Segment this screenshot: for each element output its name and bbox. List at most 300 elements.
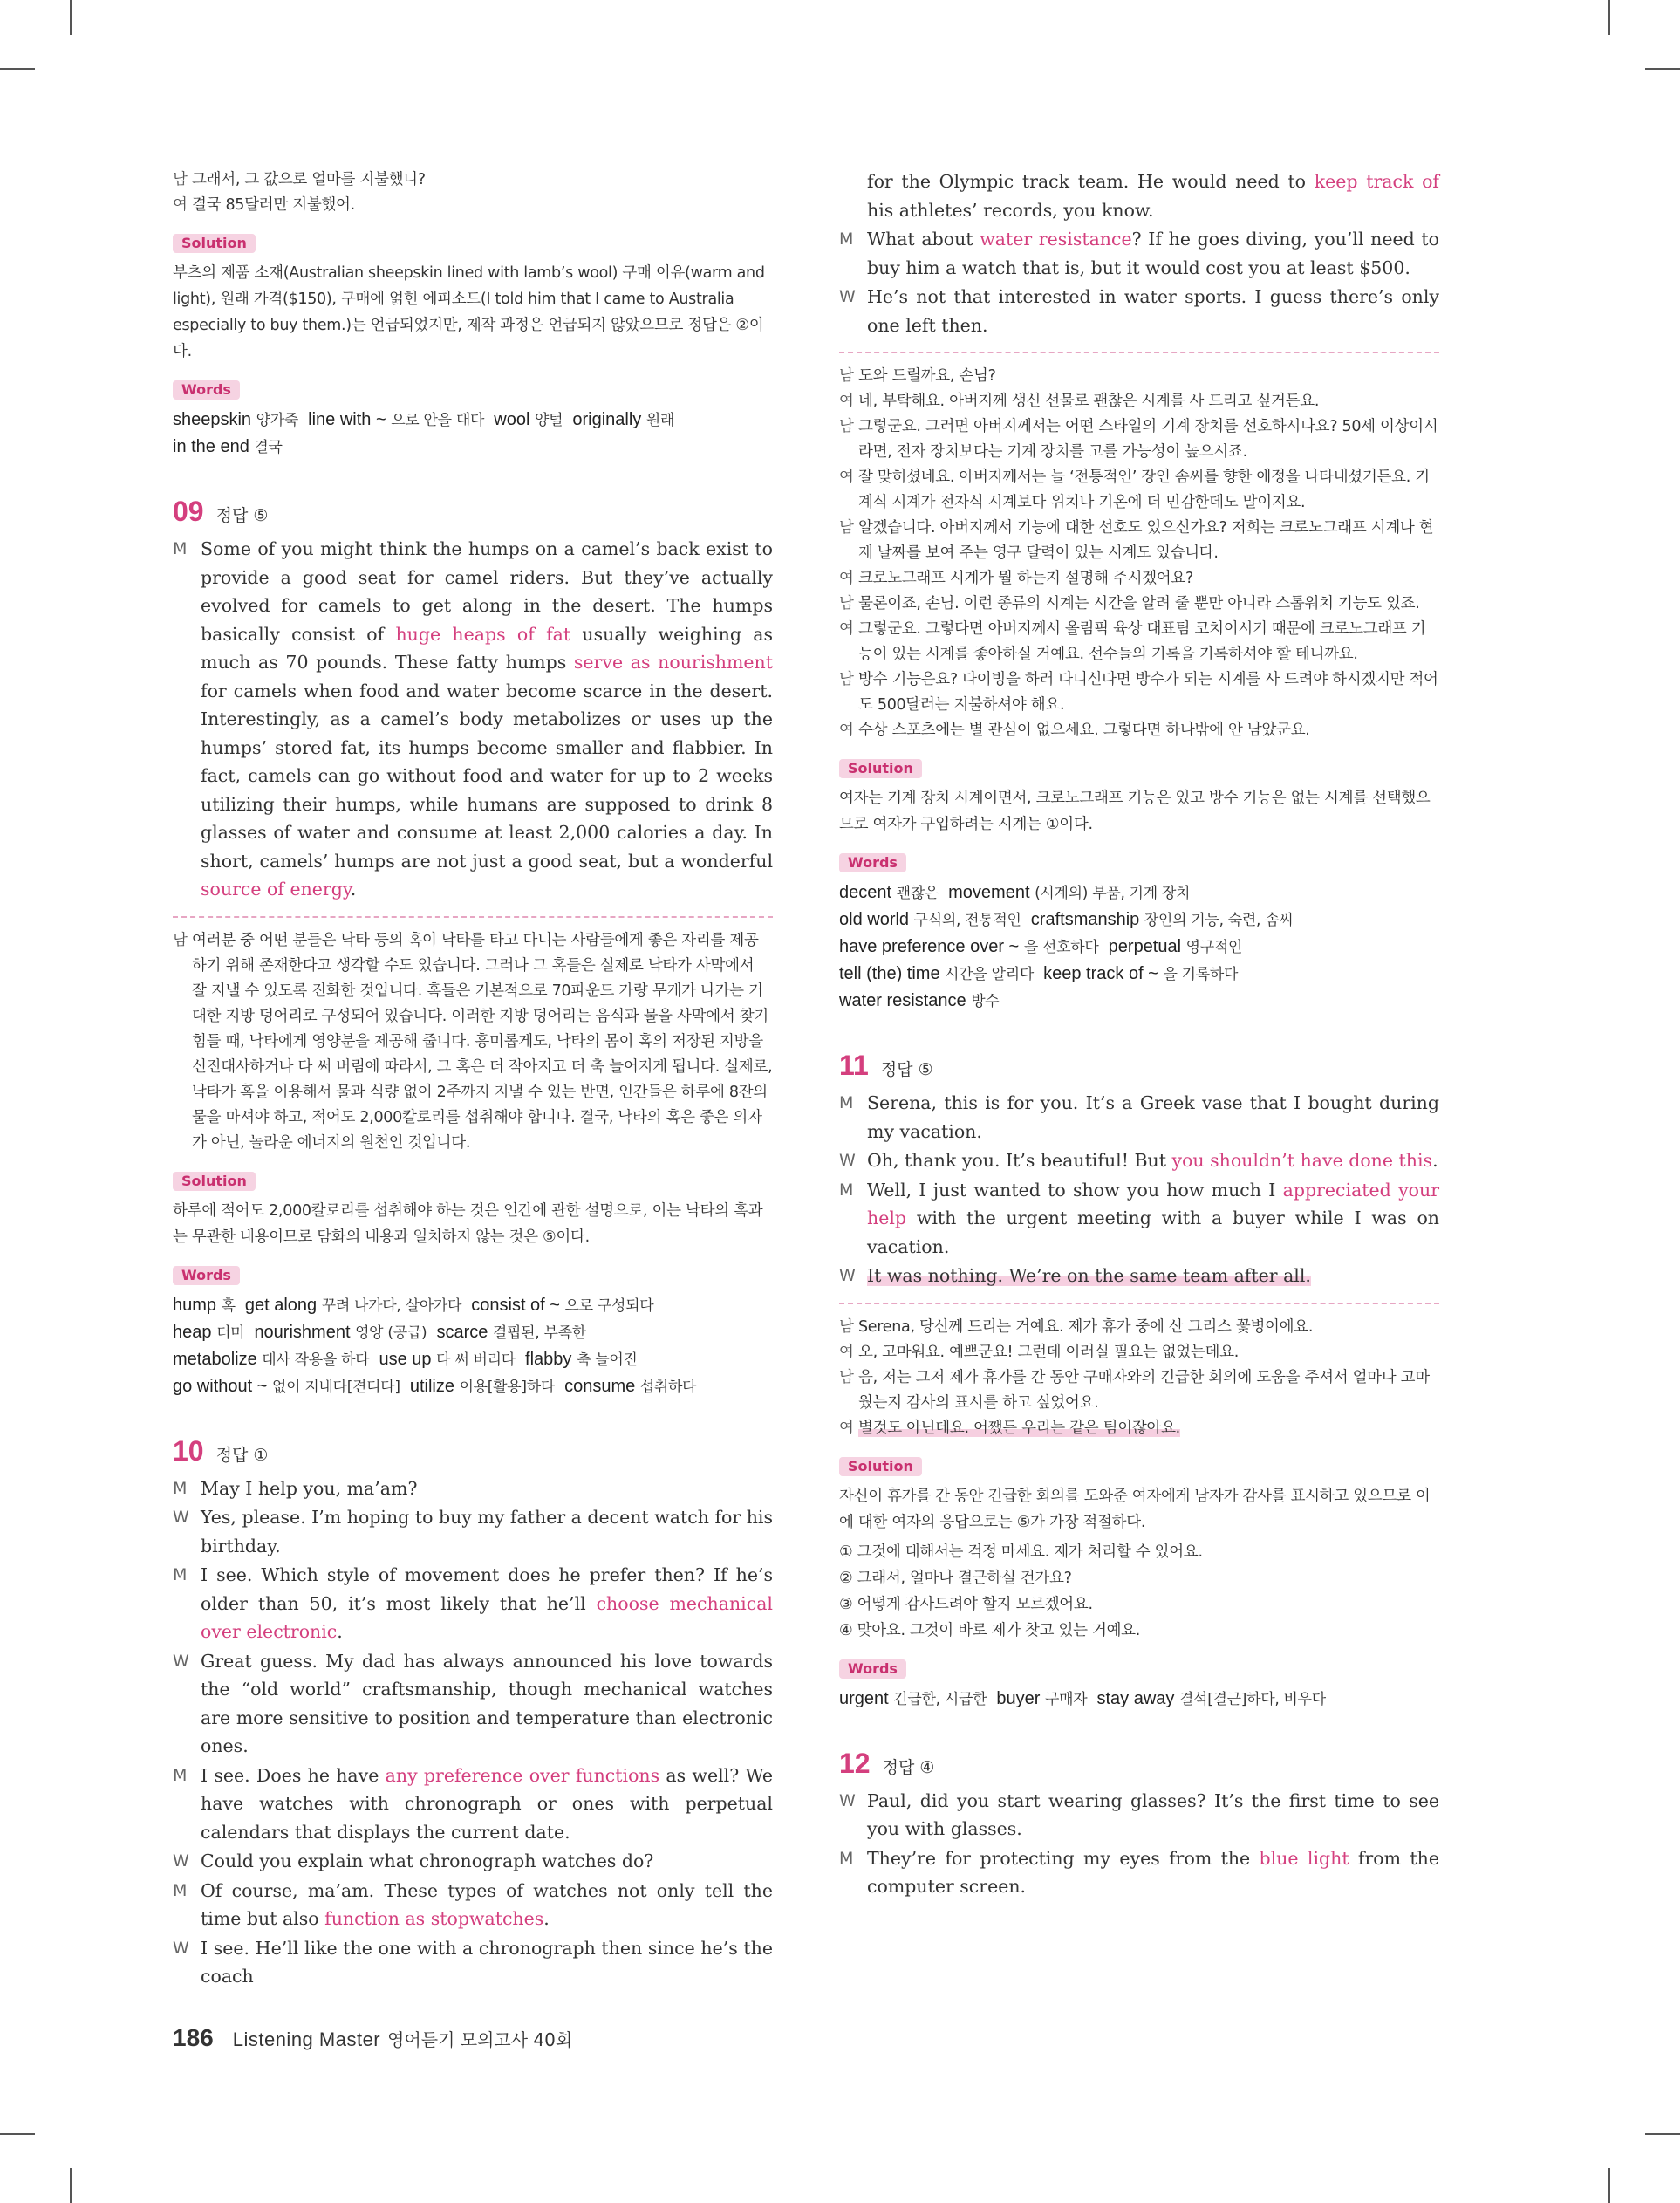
kr-text: 별것도 아닌데요. 어쨌든 우리는 같은 팀이잖아요. [858,1419,1180,1437]
text-run: usually weighing as much as 70 pounds. These fatty humps [201,623,774,673]
word-item [572,410,674,429]
kr-text: 여러분 중 어떤 분들은 낙타 등의 혹이 낙타를 타고 다니는 사람들에게 좋은 자리를 제공하기 위해 존재한다고 생각할 수도 있습니다. 그러나 그 혹들은 실제로 낙타가 사막에서 잘 지낼 수 있도록 진화한 것입니다. 혹들은 기본적으로 70파운드 가량 무게가 나가는 거대한 지방 덩어리로 구성되어 있습니다. 이러한 지방 덩어리는 음식과 물을 사막에서 찾기 힘들 때, 낙타에게 영양분을 제공해 줍니다. 흥미롭게도, 낙타의 몸이 혹의 저장된 지방을 신진대사하거나 다 써 버림에 따라서, 그 혹은 더 작아지고 더 축 늘어지게 됩니다. 실제로, 낙타가 혹을 이용해서 물과 식량 없이 2주까지 지낼 수 있는 반면, 인간들은 하루에 8잔의 물을 마셔야 하고, 적어도 2,000칼로리를 섭취해야 합니다. 결국, 낙타의 혹은 좋은 의자가 아닌, 놀라운 에너지의 원천인 것입니다. [192,931,773,1152]
answer-label: 정답 ① [215,1445,269,1465]
text-run: Yes, please. I’m hoping to buy my father a decent watch for his birthday. [201,1507,773,1556]
word-kr: 결핍된, 부족한 [492,1324,586,1342]
book-title: Listening Master [232,2029,381,2050]
speaker-label: M [173,1880,188,1900]
word-en: in the end [173,437,249,456]
dialogue-text [201,538,773,900]
word-kr: 양털 [534,412,563,429]
word-en: originally [572,410,642,429]
kr-text: 알겠습니다. 아버지께서 기능에 대한 선호도 있으신가요? 저희는 크로노그래프 시계나 현재 날짜를 보여 주는 영구 달력이 있는 시계도 있습니다. [858,519,1434,562]
q11-kr-translation [839,1315,1439,1441]
word-en: heap [173,1322,212,1342]
speaker-label: M [839,1093,854,1112]
speaker-label: 여 [839,620,854,638]
word-en: craftsmanship [1030,910,1140,929]
speaker-label: 여 [839,570,854,587]
dialogue-text [201,1765,773,1843]
word-kr: 이용[활용]하다 [459,1378,555,1396]
text-run: I see. He’ll like the one with a chronograph then since he’s the coach [201,1937,773,1987]
solution-tag: Solution [173,1172,256,1191]
crop-mark [0,68,35,70]
word-row [173,434,773,461]
word-item [436,1323,585,1342]
book-subtitle: 영어듣기 모의고사 40회 [387,2029,573,2050]
word-kr: 을 기록하다 [1163,966,1239,983]
dialogue-line [173,1503,773,1560]
word-kr: 장인의 기능, 숙련, 솜씨 [1144,912,1294,929]
word-kr: 없이 지내다[견디다] [271,1378,400,1396]
speaker-label: W [839,1790,856,1810]
word-kr: 대사 작용을 하다 [262,1351,370,1369]
solution-tag: Solution [173,234,256,253]
word-kr: 구매자 [1044,1690,1088,1708]
word-item [173,437,283,456]
word-en: wool [494,410,530,429]
word-en: use up [379,1349,432,1369]
word-en: keep track of ~ [1043,964,1158,983]
kr-line [839,364,1439,389]
text-run: for the Olympic track team. He would need to [867,171,1315,192]
word-kr: 축 늘어진 [576,1351,638,1369]
dialogue-line [839,1787,1439,1844]
dialogue-line [839,1146,1439,1175]
answer-label: 정답 ④ [882,1757,935,1777]
word-en: tell (the) time [839,964,940,983]
highlighted-phrase: keep track of [1314,171,1439,192]
word-kr: (시계의) 부품, 기계 장치 [1035,885,1191,902]
dialogue-text [867,1150,1438,1171]
q10-words [839,879,1439,1015]
highlighted-phrase: source of energy [201,879,351,900]
word-row [839,988,1439,1015]
word-item [525,1350,638,1369]
question-number: 09 [173,496,204,527]
question-12-header [839,1748,1439,1780]
word-item [839,991,999,1010]
dialogue-line [173,1847,773,1876]
words-tag: Words [173,380,240,400]
word-kr: 결석[결근]하다, 비우다 [1178,1690,1326,1708]
kr-line [173,168,773,193]
word-item [996,1689,1087,1708]
dialogue-text [867,229,1439,278]
kr-text: 잘 맞히셨네요. 아버지께서는 늘 ‘전통적인’ 장인 솜씨를 향한 애정을 나타내셨거든요. 기계식 시계가 전자식 시계보다 위치나 기온에 더 민감한데도 말이지요. [858,469,1430,511]
speaker-label: W [173,1938,189,1958]
word-kr: 더미 [216,1324,245,1342]
word-item [564,1377,696,1396]
speaker-label: 여 [839,393,854,410]
dialogue-text [201,1851,653,1871]
solution-tag: Solution [839,1457,922,1476]
intro-kr-dialogue [173,168,773,218]
word-kr: 방수 [971,993,1000,1010]
dialogue-text [201,1880,773,1930]
text-run: Well, I just wanted to show you how much I [867,1179,1283,1201]
text-run: I see. Does he have [201,1764,386,1786]
speaker-label: M [839,1180,854,1200]
speaker-label: M [173,1565,188,1584]
word-en: scarce [436,1322,488,1342]
kr-line [839,1315,1439,1340]
word-row [173,407,773,434]
kr-line [839,516,1439,566]
speaker-label: W [173,1651,189,1671]
dashed-divider [173,916,773,918]
word-kr: 다 써 버리다 [436,1351,516,1369]
word-row [173,1373,773,1400]
q10-solution-text: 여자는 기계 장치 시계이면서, 크로노그래프 기능은 있고 방수 기능은 없는 시계를 선택했으므로 여자가 구입하려는 시계는 ①이다. [839,790,1431,833]
kr-line [839,414,1439,465]
text-run: his athletes’ records, you know. [867,199,1154,221]
speaker-label: M [173,1765,188,1785]
speaker-label: W [839,1266,856,1285]
solution-tag: Solution [839,759,922,778]
text-run: ? If he goes diving, you’ll need to buy him a watch that is, but it would cost you at least $500. [867,229,1440,278]
speaker-label: 여 [173,196,188,214]
kr-line [839,1416,1439,1441]
intro-solution-text: 부츠의 제품 소재(Australian sheepskin lined with lamb’s wool) 구매 이유(warm and light), 원래 가격($150), 구매에 얽힌 에피소드(I told him that I came to Australia especially to buy them.)는 언급되었지만, 제작 과정은 언급되지 않았으므로 정답은 ②이다. [173,264,765,360]
question-09-header [173,496,773,528]
word-en: urgent [839,1688,889,1708]
kr-line [839,1340,1439,1365]
crop-mark [70,2168,72,2203]
dialogue-line [839,225,1439,282]
text-run: . [543,1908,550,1929]
dialogue-line [173,1762,773,1847]
word-item [839,1689,987,1708]
dialogue-line [839,1176,1439,1262]
q09-monologue [173,535,773,904]
dashed-divider [839,352,1439,353]
word-en: decent [839,883,892,902]
word-kr: 결국 [254,439,283,456]
text-run: May I help you, ma’am? [201,1477,418,1499]
intro-words [173,407,773,461]
highlighted-phrase: blue light [1259,1847,1349,1869]
dialogue-text [201,1507,773,1556]
dialogue-text [201,1564,773,1642]
speaker-label: 남 [839,1317,854,1336]
crop-mark [1645,2133,1680,2135]
word-en: consist of ~ [471,1295,560,1315]
word-row [839,961,1439,988]
speaker-label: 남 [839,595,854,612]
words-tag: Words [839,853,906,872]
word-row [839,907,1439,934]
speaker-label: M [839,1848,854,1868]
word-item [839,937,1099,956]
word-item [379,1350,515,1369]
text-run: They’re for protecting my eyes from the [867,1847,1260,1869]
word-kr: 구식의, 전통적인 [913,912,1021,929]
text-run: from the computer screen. [867,1847,1440,1897]
word-en: water resistance [839,991,966,1010]
q10-dialogue-continued [839,168,1439,339]
text-run: Paul, did you start wearing glasses? It’s the first time to see you with glasses. [867,1789,1439,1839]
answer-option: ① 그것에 대해서는 걱정 마세요. 제가 처리할 수 있어요. [839,1543,1203,1561]
word-item [1109,937,1242,956]
kr-text: 물론이죠, 손님. 이런 종류의 시계는 시간을 알려 줄 뿐만 아니라 스톱워치 기능도 있죠. [858,595,1420,612]
right-column [839,168,1439,1902]
text-run: as well? We have watches with chronograph or ones with perpetual calendars that displays the current date. [201,1764,774,1843]
word-kr: 양가죽 [256,412,298,429]
word-en: line with ~ [308,410,386,429]
dialogue-text [867,286,1439,336]
word-kr: 으로 안을 대다 [391,412,485,429]
word-row [839,934,1439,961]
kr-text: 그렇군요. 그러면 아버지께서는 어떤 스타일의 기계 장치를 선호하시나요? 50세 이상이시라면, 전자 장치보다는 기계 장치를 고를 가능성이 높으시죠. [858,418,1438,461]
answer-label: 정답 ⑤ [880,1060,933,1079]
dialogue-line [839,1089,1439,1146]
word-en: flabby [525,1349,572,1369]
speaker-label: W [173,1851,189,1871]
word-item [839,964,1034,983]
word-en: get along [244,1295,318,1315]
word-en: old world [839,910,910,929]
answer-option: ③ 어떻게 감사드려야 할지 모르겠어요. [839,1595,1093,1613]
dialogue-text [867,1848,1439,1898]
answer-label: 정답 ⑤ [215,506,269,525]
text-run: . [1432,1150,1438,1171]
kr-line [839,617,1439,667]
kr-line [173,928,773,1156]
crop-mark [1608,0,1610,35]
word-item [173,410,298,429]
word-kr: 시간을 알리다 [945,966,1034,983]
word-kr: 꾸려 나가다, 살아가다 [321,1296,462,1315]
highlighted-phrase: serve as nourishment [573,652,773,673]
word-en: movement [948,883,1030,902]
speaker-label: M [173,539,188,558]
crop-mark [1608,2168,1610,2203]
highlighted-phrase: you shouldn’t have done this [1171,1150,1433,1171]
answer-option: ② 그래서, 얼마나 결근하실 건가요? [839,1569,1072,1587]
speaker-label: M [173,1478,188,1498]
text-run: I see. Which style of movement does he prefer then? If he’s older than 50, it’s most likely that he’ll [201,1564,773,1614]
text-run: with the urgent meeting with a buyer while I was on vacation. [867,1208,1439,1257]
dialogue-line [173,535,773,904]
crop-mark [1645,68,1680,70]
kr-line [839,465,1439,516]
word-item [173,1296,236,1315]
kr-text: 도와 드릴까요, 손님? [858,367,996,385]
kr-line [839,389,1439,414]
text-run: Great guess. My dad has always announced his love towards the “old world” craftsmanship, though mechanical watches are more sensitive to position and temperature than electronic ones. [201,1650,773,1756]
text-run: . [337,1621,343,1642]
word-item [839,883,939,902]
text-run: Some of you might think the humps on a camel’s back exist to provide a good seat for camel riders. But they’ve actually evolved for camels to get along in the desert. The humps basically consist of [201,538,773,645]
word-en: utilize [409,1376,454,1396]
word-en: buyer [996,1688,1041,1708]
text-run: He’s not that interested in water sports. I guess there’s only one left then. [867,286,1439,336]
words-tag: Words [173,1266,240,1285]
word-en: have preference over ~ [839,937,1020,956]
word-item [471,1296,653,1315]
speaker-label: W [839,1151,856,1170]
dialogue-line [173,1474,773,1503]
word-en: nourishment [254,1322,351,1342]
word-en: consume [564,1376,636,1396]
word-item [1096,1689,1325,1708]
q09-solution-text: 하루에 적어도 2,000칼로리를 섭취해야 하는 것은 인간에 관한 설명으로, 이는 낙타의 혹과는 무관한 내용이므로 담화의 내용과 일치하지 않는 것은 ⑤이다. [173,1201,763,1246]
highlighted-phrase: appreciated your help [867,1179,1439,1228]
word-kr: 으로 구성되다 [564,1296,654,1315]
word-kr: 영구적인 [1185,939,1243,956]
dialogue-line [839,283,1439,339]
word-item [173,1323,244,1342]
word-item [410,1377,555,1396]
text-run: Serena, this is for you. It’s a Greek vase that I bought during my vacation. [867,1092,1439,1142]
words-tag: Words [839,1659,906,1679]
q10-kr-translation [839,364,1439,743]
page-footer [173,2024,572,2052]
word-row [173,1292,773,1319]
dashed-divider [839,1303,1439,1304]
q11-options [839,1539,1439,1644]
dialogue-text [867,1180,1439,1257]
dialogue-line [839,1844,1439,1901]
q11-dialogue [839,1089,1439,1290]
text-run: What about [867,229,980,250]
highlighted-phrase: water resistance [980,229,1132,250]
speaker-label: M [839,229,854,249]
word-item [308,410,484,429]
text-run: Of course, ma’am. These types of watches not only tell the time but also [201,1879,773,1929]
text-run: for camels when food and water become scarce in the desert. Interestingly, as a camel’s body metabolizes or uses up the humps’ stored fat, its humps become smaller and flabbier. In fact, camels can go without food and water for up to 2 weeks utilizing their humps, while humans are supposed to drink 8 glasses of water and consume at least 2,000 calories a day. In short, camels’ humps are not just a good seat, but a wonderful [201,680,773,872]
speaker-label: 여 [839,469,854,486]
word-en: perpetual [1108,937,1182,956]
left-column [173,168,773,1992]
kr-line [173,193,773,218]
kr-line [839,592,1439,617]
speaker-label: 남 [173,931,188,949]
kr-line [839,1365,1439,1416]
question-10-header [173,1435,773,1468]
question-number: 10 [173,1434,204,1467]
kr-text: 그렇군요. 그렇다면 아버지께서 올림픽 육상 대표팀 코치이시기 때문에 크로노그래프 기능이 있는 시계를 좋아하실 거예요. 선수들의 기록을 기록하셔야 할 테니까요. [858,620,1426,663]
word-en: hump [173,1295,217,1315]
answer-option: ④ 맞아요. 그것이 바로 제가 찾고 있는 거예요. [839,1621,1141,1639]
dialogue-line [173,1934,773,1991]
speaker-label: 남 [839,418,854,435]
q10-dialogue [173,1474,773,1991]
dialogue-text [201,1651,773,1757]
dialogue-text [867,1790,1439,1840]
highlighted-phrase: choose mechanical over electronic [201,1592,773,1642]
word-item [1031,910,1294,929]
kr-text: 네, 부탁해요. 아버지께 생신 선물로 괜찮은 시계를 사 드리고 싶거든요. [858,393,1320,410]
word-en: stay away [1096,1688,1175,1708]
word-item [1043,964,1238,983]
kr-text: 음, 저는 그저 제가 휴가를 간 동안 구매자와의 긴급한 회의에 도움을 주셔서 얼마나 고마웠는지 감사의 표시를 하고 싶었어요. [858,1368,1430,1412]
q11-words [839,1686,1439,1713]
kr-text: 결국 85달러만 지불했어. [192,196,355,214]
kr-text: 그래서, 그 값으로 얼마를 지불했니? [192,171,426,188]
dialogue-text [867,1092,1439,1142]
text-run: Oh, thank you. It’s beautiful! But [867,1150,1172,1171]
kr-text: 오, 고마워요. 예쁘군요! 그런데 이러실 필요는 없었는데요. [858,1343,1239,1361]
word-kr: 영양 (공급) [355,1324,427,1342]
speaker-label: 남 [839,671,854,688]
question-11-header [839,1050,1439,1082]
dialogue-line [173,1561,773,1646]
word-kr: 괜찮은 [896,885,939,902]
speaker-label: 남 [839,1368,854,1386]
word-item [173,1377,400,1396]
speaker-label: 남 [839,519,854,537]
speaker-label: W [839,287,856,306]
text-run: . [350,879,357,900]
speaker-label: 여 [839,1419,854,1437]
kr-text: 크로노그래프 시계가 뭘 하는지 설명해 주시겠어요? [858,570,1194,587]
word-row [839,1686,1439,1713]
page-number: 186 [173,2024,214,2051]
dialogue-text [867,171,1439,221]
word-item [494,410,563,429]
q09-kr-translation [173,928,773,1156]
word-row [173,1346,773,1373]
dialogue-line [839,168,1439,224]
question-number: 11 [839,1050,869,1081]
kr-line [839,566,1439,592]
dialogue-text [867,1265,1311,1286]
speaker-label: 남 [173,171,188,188]
word-item [254,1323,427,1342]
word-kr: 을 선호하다 [1023,939,1099,956]
word-en: metabolize [173,1349,257,1369]
q12-dialogue [839,1787,1439,1901]
q09-words [173,1292,773,1400]
kr-text: 방수 기능은요? 다이빙을 하러 다니신다면 방수가 되는 시계를 사 드려야 하시겠지만 적어도 500달러는 지불하셔야 해요. [858,671,1438,714]
crop-mark [70,0,72,35]
highlighted-phrase: any preference over functions [385,1764,660,1786]
dialogue-line [839,1262,1439,1290]
kr-line [839,718,1439,743]
kr-text: 수상 스포츠에는 별 관심이 없으세요. 그렇다면 하나밖에 안 남았군요. [858,722,1310,739]
dialogue-line [173,1877,773,1933]
word-kr: 긴급한, 시급한 [893,1690,987,1708]
highlighted-phrase: huge heaps of fat [395,623,571,645]
dialogue-line [173,1647,773,1761]
question-number: 12 [839,1747,871,1779]
speaker-label: W [173,1508,189,1527]
word-kr: 원래 [645,412,675,429]
dialogue-text [201,1478,417,1499]
crop-mark [0,2133,35,2135]
word-item [173,1350,369,1369]
highlighted-phrase: function as stopwatches [324,1908,544,1929]
word-item [948,883,1190,902]
word-row [839,879,1439,907]
speaker-label: 여 [839,1343,854,1361]
dialogue-text [201,1938,773,1987]
word-item [839,910,1021,929]
kr-text: Serena, 당신께 드리는 거예요. 제가 휴가 중에 산 그리스 꽃병이에요. [858,1317,1314,1336]
word-kr: 섭취하다 [639,1378,697,1396]
word-en: go without ~ [173,1376,268,1396]
text-run: It was nothing. We’re on the same team after all. [867,1265,1311,1286]
text-run: Could you explain what chronograph watches do? [201,1851,654,1871]
word-row [173,1319,773,1346]
q11-solution-text: 자신이 휴가를 간 동안 긴급한 회의를 도와준 여자에게 남자가 감사를 표시하고 있으므로 이에 대한 여자의 응답으로는 ⑤가 가장 적절하다. [839,1487,1431,1531]
kr-line [839,667,1439,718]
word-en: sheepskin [173,410,252,429]
word-item [245,1296,461,1315]
word-kr: 혹 [221,1296,236,1315]
